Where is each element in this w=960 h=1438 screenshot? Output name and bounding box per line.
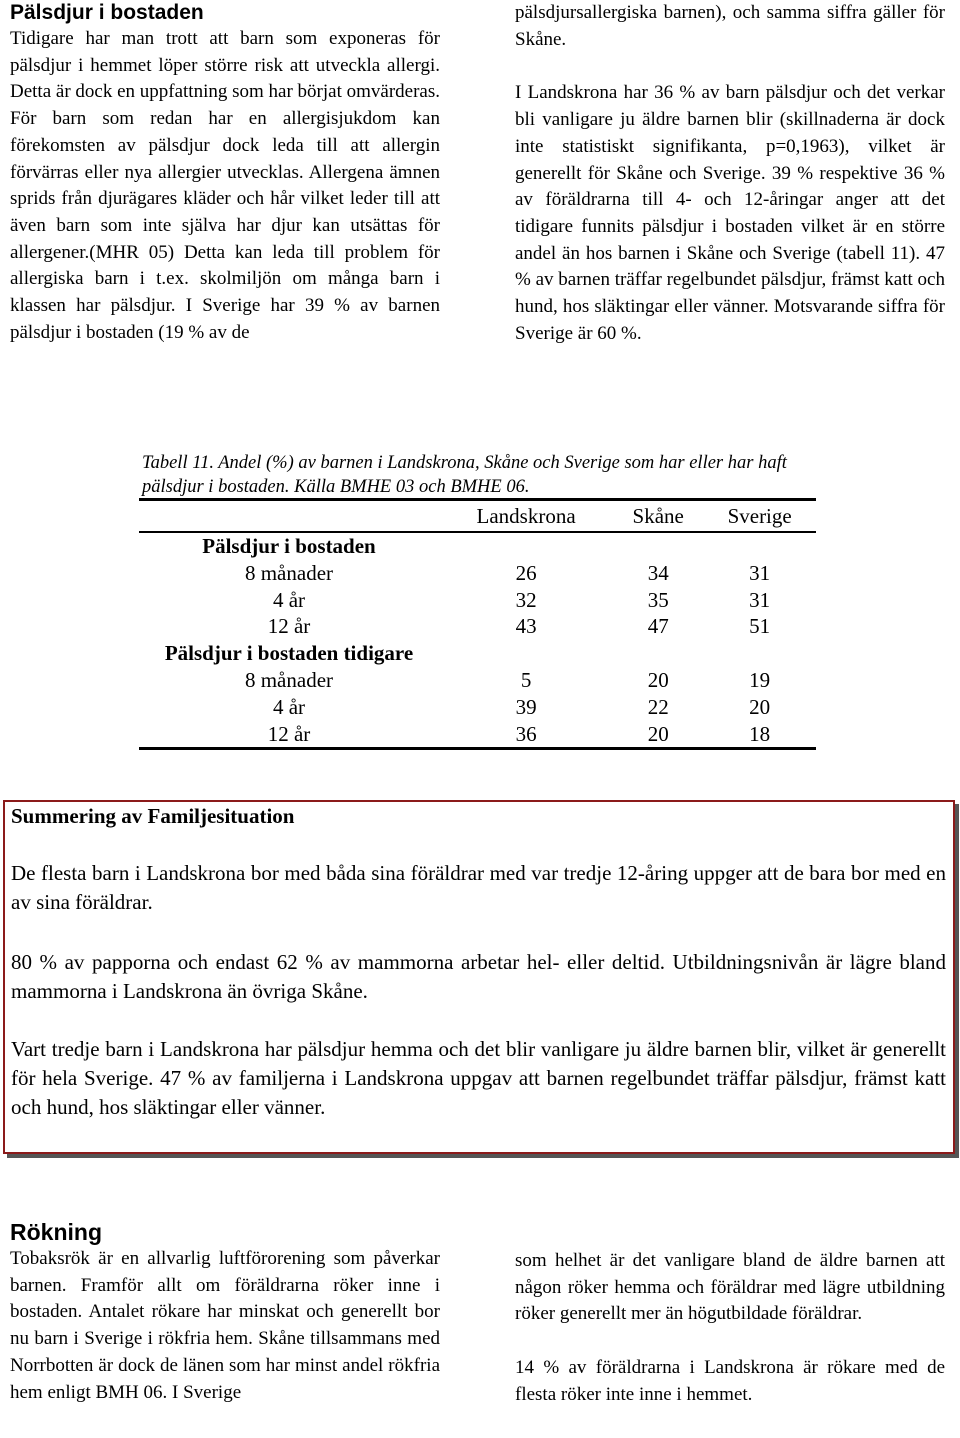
section-title: Pälsdjur i bostaden tidigare [164,641,414,666]
section-title: Pälsdjur i bostaden [202,534,376,558]
smoking-right-paragraph-2: 14 % av föräldrarna i Landskrona är rökare med de flesta röker inte inne i hemmet. [515,1357,945,1405]
summary-heading: Summering av Familjesituation [11,804,295,828]
pet-table [139,498,816,750]
cell: 19 [749,667,771,692]
row-label: 4 år [272,694,306,719]
cell: 26 [515,560,537,585]
row-label: 12 år [139,721,439,749]
smoking-left-text: Tobaksrök är en allvarlig luftförorening som påverkar barnen. Framför allt om föräldrarna röker inne i bostaden. Antalet rökare har minskat och generellt bor nu barn i Sverige i rökfria hem. Skåne tillsammans med Norrbotten är dock de länen som har minst andel rökfria hem enligt BMH 06. I Sverige [10,1248,440,1403]
cell: 43 [515,614,537,639]
left-column [10,0,440,346]
summary-box [3,800,955,1154]
cell: 22 [647,694,669,719]
cell: 20 [613,721,703,749]
cell: 31 [749,560,771,585]
cell: 32 [515,587,537,612]
row-label: 8 månader [244,667,334,692]
summary-paragraph-2: 80 % av papporna och endast 62 % av mammorna arbetar hel- eller deltid. Utbildningsnivån är lägre bland mammorna i Landskrona än övriga Skåne. [11,950,946,1003]
smoking-right-paragraph-1: som helhet är det vanligare bland de äldre barnen att någon röker hemma och föräldrar med lägre utbildning röker generellt mer än högutbildade föräldrar. [515,1250,945,1325]
table-row [139,667,816,694]
cell: 35 [647,587,669,612]
column-header: Skåne [613,500,703,533]
column-header: Sverige [703,500,816,533]
cell: 39 [515,694,537,719]
summary-paragraph-3: Vart tredje barn i Landskrona har pälsdjur hemma och det blir vanligare ju äldre barnen blir, vilket är generellt för hela Sverige. 47 % av familjerna i Landskrona uppgav att barnen regelbundet träffar pälsdjur, främst katt och hund, hos släktingar eller vänner. [11,1037,946,1119]
cell: 51 [749,614,771,639]
right-column [515,0,945,347]
table-header-row [139,500,816,533]
row-label: 12 år [267,614,311,639]
summary-paragraph-1: De flesta barn i Landskrona bor med båda sina föräldrar med var tredje 12-åring uppger att de bara bor med en av sina föräldrar. [11,861,946,914]
smoking-right-column [515,1248,945,1409]
cell: 36 [439,721,613,749]
cell: 18 [703,721,816,749]
cell: 31 [749,587,771,612]
cell: 47 [647,614,669,639]
cell: 34 [647,560,669,585]
table-row [139,560,816,587]
section-heading-smoking: Rökning [10,1219,102,1245]
table-section-row [139,640,816,667]
column-header: Landskrona [439,500,613,533]
cell: 20 [749,694,771,719]
table-row [139,694,816,721]
smoking-left-column [10,1218,440,1406]
cell: 20 [647,667,669,692]
left-column-text: Tidigare har man trott att barn som exponeras för pälsdjur i hemmet löper större risk att utveckla allergi. Detta är dock en uppfattning som har börjat omvärderas. För barn som redan har en allergisjukdom kan förekomsten av pälsdjur dock leda till att allergin förvärras eller nya allergier utvecklas. Allergena ämnen sprids från djurägares kläder och hår vilket leder till att även barn som inte själva har djur kan utsättas för allergener.(MHR 05) Detta kan leda till problem för allergiska barn i t.ex. skolmiljön om många barn i klassen har pälsdjur. I Sverige har 39 % av barnen pälsdjur i bostaden (19 % av de [10,28,440,343]
table-section-row [139,532,816,560]
table-row [139,587,816,614]
table-row [139,721,816,749]
cell: 5 [520,667,532,692]
row-label: 8 månader [244,560,334,585]
row-label: 4 år [272,587,306,612]
section-heading-pets: Pälsdjur i bostaden [10,1,204,24]
right-paragraph-1: pälsdjursallergiska barnen), och samma siffra gäller för Skåne. [515,2,945,50]
right-paragraph-2: I Landskrona har 36 % av barn pälsdjur och det verkar bli vanligare ju äldre barnen blir (skillnaderna är dock inte statistiskt signifikanta, p=0,1963), vilket är generellt för Skåne och Sverige. 39 % respektive 36 % av föräldrarna till 4- och 12-åringar anger att det tidigare funnits pälsdjur i bostaden vilket är en större andel än hos barnen i Skåne och Sverige (tabell 11). 47 % av barnen träffar regelbundet pälsdjur, främst katt och hund, hos släktingar eller vänner. Motsvarande siffra för Sverige är 60 %. [515,82,945,344]
table-caption: Tabell 11. Andel (%) av barnen i Landskrona, Skåne och Sverige som har eller har haft pälsdjur i bostaden. Källa BMHE 03 och BMHE 06. [142,453,787,497]
table-row [139,613,816,640]
